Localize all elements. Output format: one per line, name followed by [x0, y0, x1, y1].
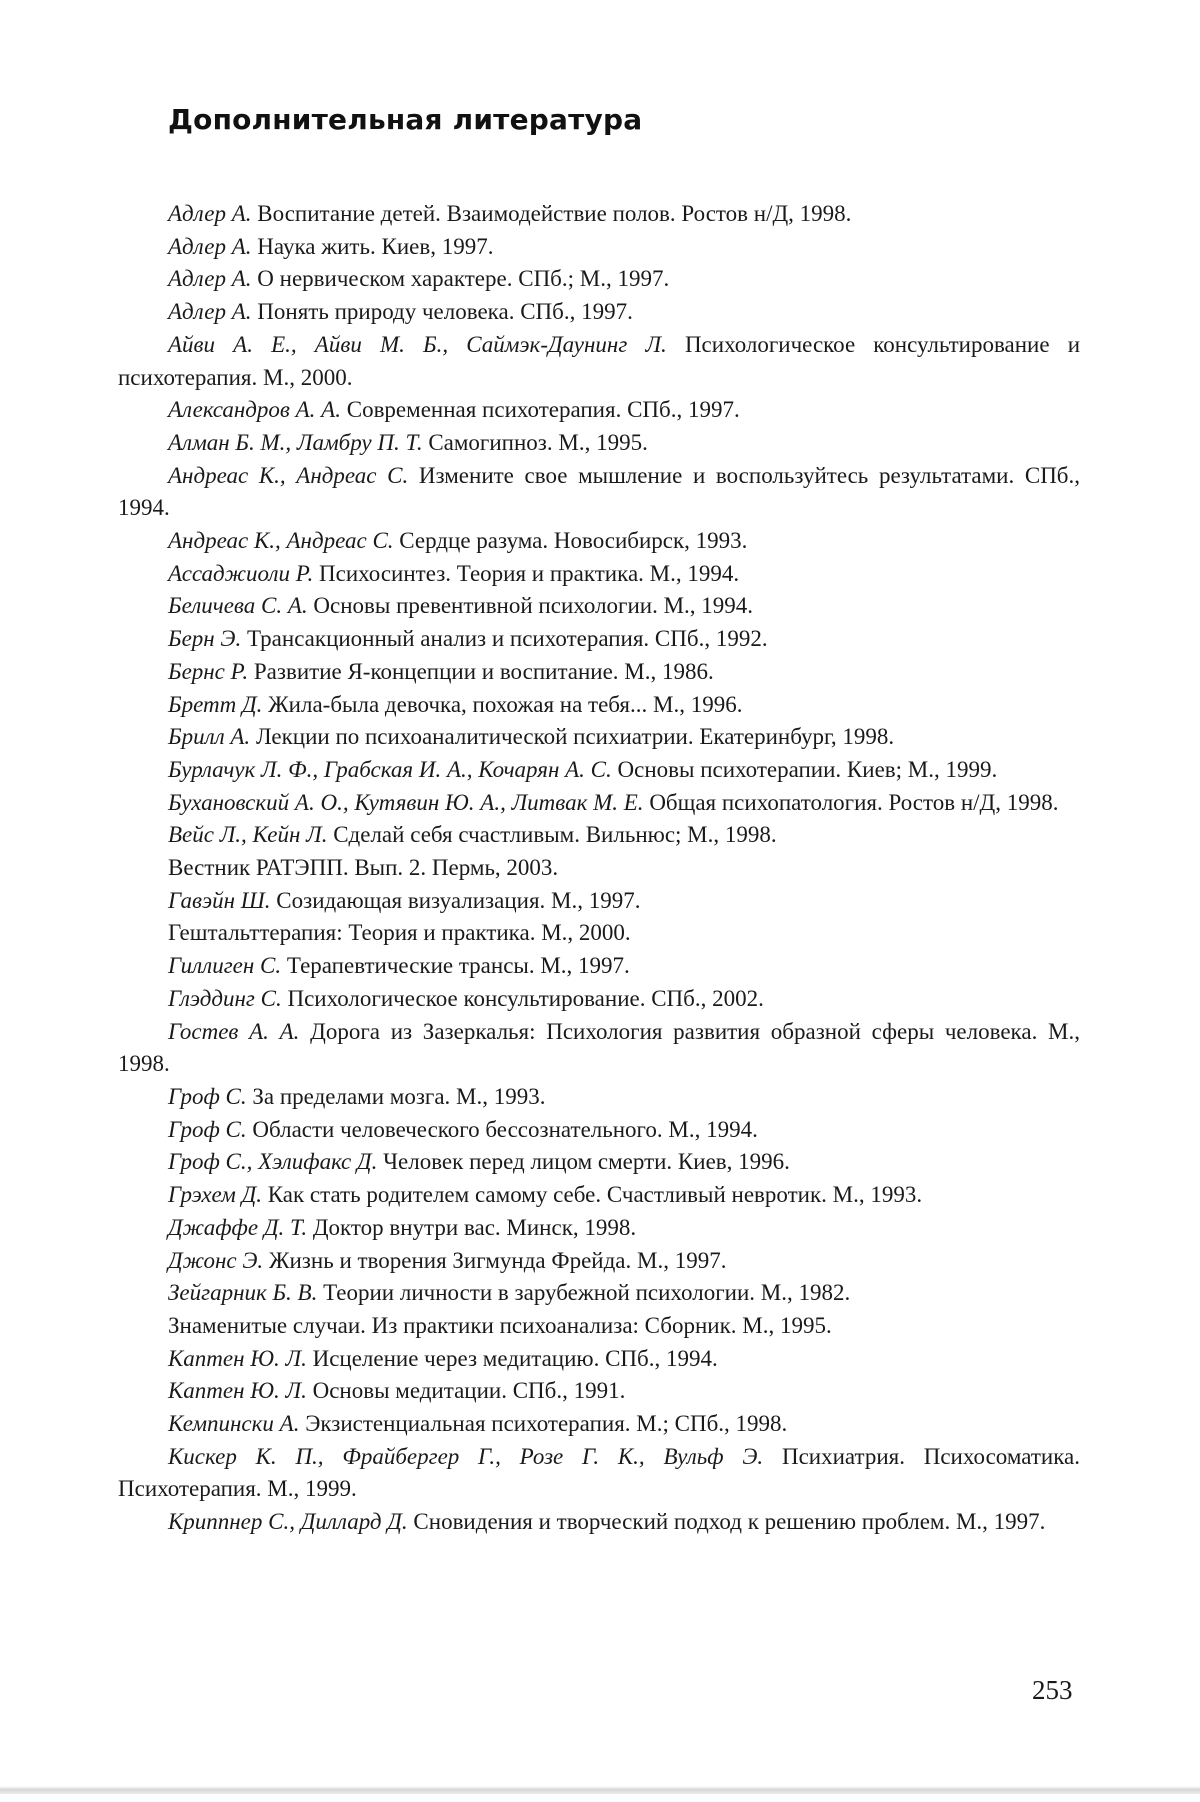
bibliography-entry: [118, 1408, 1080, 1441]
entry-text: Сновидения и творческий подход к решению проблем. М., 1997.: [413, 1509, 1046, 1535]
entry-author: Андреас К., Андреас С.: [168, 528, 394, 554]
entry-text: Знаменитые случаи. Из практики психоанализа: Сборник. М., 1995.: [168, 1312, 832, 1338]
bibliography-entry: [118, 1179, 1080, 1212]
bibliography-entry: [118, 623, 1080, 656]
entry-text: Доктор внутри вас. Минск, 1998.: [312, 1214, 637, 1240]
entry-text: Терапевтические трансы. М., 1997.: [286, 953, 630, 979]
entry-text: Понять природу человека. СПб., 1997.: [257, 299, 633, 325]
entry-author: Кискер К. П., Фрайбергер Г., Розе Г. К., Вульф Э.: [168, 1443, 764, 1469]
entry-author: Адлер А.: [168, 233, 252, 259]
bibliography-entry: [118, 1310, 1080, 1343]
entry-author: Айви А. Е., Айви М. Б., Саймэк-Даунинг Л.: [168, 331, 667, 357]
bibliography-entry: [118, 394, 1080, 427]
bibliography-entry: [118, 852, 1080, 885]
entry-author: Гавэйн Ш.: [168, 887, 271, 913]
bibliography-entry: [118, 1375, 1080, 1408]
entry-text: Созидающая визуализация. М., 1997.: [276, 887, 641, 913]
entry-text: Современная психотерапия. СПб., 1997.: [346, 397, 740, 423]
bibliography-entry: [118, 1146, 1080, 1179]
bibliography-entry: [118, 1277, 1080, 1310]
entry-text: За пределами мозга. М., 1993.: [252, 1083, 546, 1109]
entry-text: Как стать родителем самому себе. Счастливый невротик. М., 1993.: [267, 1182, 923, 1208]
entry-author: Гиллиген С.: [168, 953, 282, 979]
bibliography-entry: [118, 1343, 1080, 1376]
entry-text: Психологическое консультирование. СПб., 2002.: [287, 985, 764, 1011]
bibliography-entry: [118, 754, 1080, 787]
entry-text: Основы превентивной психологии. М., 1994.: [313, 593, 754, 619]
entry-author: Вейс Л., Кейн Л.: [168, 822, 328, 848]
entry-author: Криппнер С., Диллард Д.: [168, 1509, 408, 1535]
bibliography-entry: [118, 1081, 1080, 1114]
entry-author: Андреас К., Андреас С.: [168, 462, 409, 488]
bibliography-entry: [118, 525, 1080, 558]
entry-text: Наука жить. Киев, 1997.: [257, 233, 494, 259]
entry-author: Бретт Д.: [168, 691, 263, 717]
entry-author: Гостев А. А.: [168, 1018, 300, 1044]
page-number: 253: [1032, 1675, 1073, 1705]
bibliography-entry: [118, 917, 1080, 950]
entry-author: Адлер А.: [168, 201, 252, 226]
bibliography-entry: [118, 590, 1080, 623]
entry-text: Психологическое консультирование и психотерапия. М., 2000.: [118, 331, 1081, 390]
entry-text: Развитие Я-концепции и воспитание. М., 1986.: [253, 658, 714, 684]
page-heading: Дополнительная литература: [168, 103, 643, 136]
entry-author: Ассаджиоли Р.: [168, 560, 314, 586]
entry-text: Экзистенциальная психотерапия. М.; СПб., 1998.: [305, 1411, 788, 1437]
bibliography-entry: [118, 1016, 1080, 1081]
entry-author: Глэддинг С.: [168, 985, 282, 1011]
entry-text: Трансакционный анализ и психотерапия. СПб., 1992.: [247, 626, 768, 652]
bibliography-entry: [118, 329, 1080, 394]
entry-text: Жила-была девочка, похожая на тебя... М., 1996.: [268, 691, 743, 717]
entry-text: Лекции по психоаналитической психиатрии. Екатеринбург, 1998.: [255, 724, 895, 750]
bibliography-entry: [118, 819, 1080, 852]
entry-author: Адлер А.: [168, 299, 252, 325]
entry-author: Берн Э.: [168, 626, 242, 652]
entry-author: Брилл А.: [168, 724, 251, 750]
entry-author: Бернс Р.: [168, 658, 249, 684]
entry-text: Гештальттерапия: Теория и практика. М., 2000.: [168, 920, 631, 946]
entry-author: Гроф С.: [168, 1116, 247, 1142]
bibliography-entry: [118, 231, 1080, 264]
entry-text: Измените свое мышление и воспользуйтесь результатами. СПб., 1994.: [118, 462, 1081, 521]
entry-author: Алман Б. М., Ламбру П. Т.: [168, 429, 423, 455]
entry-author: Зейгарник Б. В.: [168, 1280, 318, 1306]
page-bottom-edge: [0, 1786, 1200, 1794]
entry-text: Психосинтез. Теория и практика. М., 1994.: [319, 560, 740, 586]
entry-author: Адлер А.: [168, 266, 252, 292]
bibliography-entry: [118, 460, 1080, 525]
bibliography-entry: [118, 983, 1080, 1016]
bibliography-entry: [118, 1114, 1080, 1147]
entry-text: Самогипноз. М., 1995.: [428, 429, 648, 455]
entry-text: О нервическом характере. СПб.; М., 1997.: [257, 266, 670, 292]
bibliography-entry: [118, 787, 1080, 820]
bibliography-entry: [118, 656, 1080, 689]
entry-author: Каптен Ю. Л.: [168, 1378, 307, 1404]
entry-author: Каптен Ю. Л.: [168, 1345, 307, 1371]
entry-author: Гроф С., Хэлифакс Д.: [168, 1149, 378, 1175]
bibliography-entry: [118, 427, 1080, 460]
entry-text: Жизнь и творения Зигмунда Фрейда. М., 1997.: [268, 1247, 727, 1273]
entry-author: Джонс Э.: [168, 1247, 264, 1273]
entry-text: Теории личности в зарубежной психологии. М., 1982.: [323, 1280, 851, 1306]
entry-text: Общая психопатология. Ростов н/Д, 1998.: [649, 789, 1059, 815]
bibliography-entry: [118, 558, 1080, 591]
bibliography-entry: [118, 198, 1080, 231]
entry-text: Основы медитации. СПб., 1991.: [312, 1378, 626, 1404]
entry-author: Кемпински А.: [168, 1411, 300, 1437]
entry-text: Сердце разума. Новосибирск, 1993.: [399, 528, 748, 554]
bibliography-entry: [118, 689, 1080, 722]
entry-author: Грэхем Д.: [168, 1182, 262, 1208]
bibliography-entry: [118, 1506, 1080, 1539]
entry-text: Человек перед лицом смерти. Киев, 1996.: [383, 1149, 790, 1175]
entry-author: Александров А. А.: [168, 397, 341, 423]
bibliography-entry: [118, 1245, 1080, 1278]
entry-text: Психиатрия. Психосоматика. Психотерапия. М., 1999.: [118, 1443, 1080, 1502]
entry-text: Области человеческого бессознательного. М., 1994.: [252, 1116, 758, 1142]
entry-author: Джаффе Д. Т.: [168, 1214, 308, 1240]
entry-author: Бурлачук Л. Ф., Грабская И. А., Кочарян А. С.: [168, 756, 612, 782]
bibliography-entry: [118, 263, 1080, 296]
bibliography-entry: [118, 885, 1080, 918]
bibliography-list: [118, 198, 1080, 1539]
bibliography-entry: [118, 296, 1080, 329]
bibliography-entry: [118, 1212, 1080, 1245]
bibliography-entry: [118, 1441, 1080, 1506]
entry-author: Беличева С. А.: [168, 593, 308, 619]
entry-text: Воспитание детей. Взаимодействие полов. Ростов н/Д, 1998.: [257, 201, 852, 226]
entry-text: Дорога из Зазеркалья: Психология развития образной сферы человека. М., 1998.: [118, 1018, 1080, 1077]
entry-text: Сделай себя счастливым. Вильнюс; М., 1998.: [333, 822, 777, 848]
entry-author: Бухановский А. О., Кутявин Ю. А., Литвак М. Е.: [168, 789, 644, 815]
entry-text: Основы психотерапии. Киев; М., 1999.: [617, 756, 998, 782]
entry-text: Вестник РАТЭПП. Вып. 2. Пермь, 2003.: [168, 855, 559, 881]
entry-author: Гроф С.: [168, 1083, 247, 1109]
bibliography-entry: [118, 950, 1080, 983]
entry-text: Исцеление через медитацию. СПб., 1994.: [312, 1345, 718, 1371]
bibliography-entry: [118, 721, 1080, 754]
